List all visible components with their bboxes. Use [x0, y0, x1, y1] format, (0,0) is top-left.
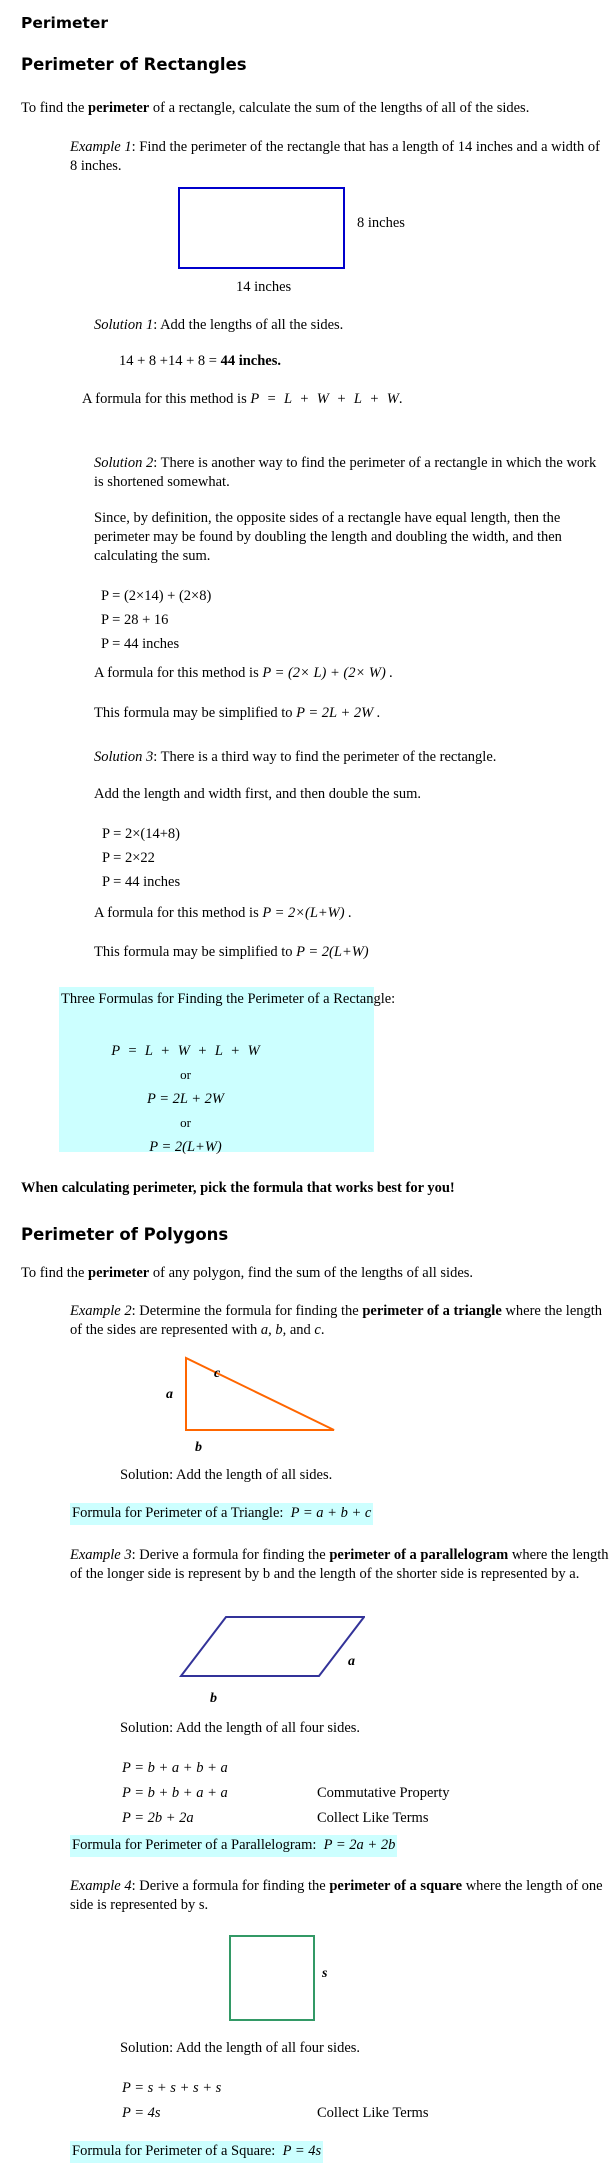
summary-formula-1: P = L + W + L + W	[111, 1043, 260, 1059]
intro-bold: perimeter	[88, 1265, 150, 1281]
solution-2-formula	[94, 665, 393, 682]
intro-text-end: of any polygon, find the sum of the lengths of all sides.	[149, 1265, 474, 1281]
step	[122, 1756, 450, 1781]
triangle-label-a: a	[166, 1387, 173, 1402]
example-1	[70, 138, 605, 176]
formula-expression: P = 2a + 2b	[323, 1837, 396, 1853]
example-3-text-end: where the length of the longer side is represent by b and the length of the shorter side is represented by a.	[70, 1547, 609, 1582]
simplified-expression: P = 2L + 2W .	[296, 705, 381, 721]
step-note: Collect Like Terms	[317, 1810, 429, 1826]
formula-label: Formula for Perimeter of a Parallelogram:	[72, 1837, 317, 1853]
step-note: Collect Like Terms	[317, 2105, 429, 2121]
parallelogram-formula-box	[70, 1835, 397, 1857]
example-4-text-end: where the length of one side is represented by s.	[70, 1878, 603, 1913]
step: P = 2×22	[102, 850, 155, 866]
calc-result: 44 inches.	[220, 353, 282, 369]
example-3	[70, 1546, 610, 1584]
triangle-shape	[186, 1358, 334, 1430]
step: P = 2×(14+8)	[102, 826, 180, 842]
example-4-bold: perimeter of a square	[329, 1878, 463, 1894]
square-label-s: s	[322, 1966, 328, 1981]
formula-expression: P = 4s	[282, 2143, 322, 2159]
square-diagram	[229, 1935, 315, 2021]
formula-label: Formula for Perimeter of a Triangle:	[72, 1505, 284, 1521]
step: P = 28 + 16	[101, 612, 169, 628]
solution-1-text: : Add the lengths of all the sides.	[153, 317, 344, 333]
solution-2-steps	[101, 584, 211, 656]
intro-text: To find the	[21, 1265, 89, 1281]
step: P = (2×14) + (2×8)	[101, 588, 212, 604]
parallelogram-label-b: b	[210, 1691, 217, 1706]
page-title: Perimeter	[21, 14, 109, 32]
formula-intro: A formula for this method is	[94, 905, 259, 921]
step-eq: P = s + s + s + s	[122, 2080, 222, 2096]
step-eq: P = b + b + a + a	[122, 1785, 228, 1801]
solution-3-steps	[102, 822, 180, 894]
example-2-bold: perimeter of a triangle	[362, 1303, 502, 1319]
section-heading-rectangles: Perimeter of Rectangles	[21, 55, 247, 74]
example-3-text: : Derive a formula for finding the	[131, 1547, 330, 1563]
triangle-label-b: b	[195, 1440, 202, 1455]
step: P = 44 inches	[102, 874, 181, 890]
step	[122, 2076, 428, 2101]
solution-2-text: : There is another way to find the perimeter of a rectangle in which the work is shortened somewhat.	[94, 455, 597, 490]
intro-bold: perimeter	[88, 100, 150, 116]
triangle-formula-box	[70, 1503, 373, 1525]
intro-text-end: of a rectangle, calculate the sum of the lengths of all of the sides.	[149, 100, 530, 116]
example-2-label: Example 2	[70, 1303, 132, 1319]
solution-1	[94, 317, 343, 334]
solution-3-text: : There is a third way to find the perimeter of the rectangle.	[153, 749, 497, 765]
solution-2	[94, 454, 604, 492]
example-3-steps	[122, 1756, 450, 1831]
formula-intro: A formula for this method is	[82, 391, 247, 407]
example-2-solution: Solution: Add the length of all sides.	[120, 1467, 333, 1483]
summary-formulas	[59, 1039, 312, 1159]
or-separator: or	[180, 1115, 191, 1130]
example-4-label: Example 4	[70, 1878, 132, 1894]
simplified-intro: This formula may be simplified to	[94, 705, 293, 721]
formula-expression: P = 2×(L+W) .	[262, 905, 352, 921]
example-2: Example 2: Determine the formula for finding the perimeter of a triangle where the length of the sides are represented with a, b, and c.	[70, 1303, 603, 1338]
formula-expression: P = L + W + L + W	[250, 391, 399, 407]
formula-intro: A formula for this method is	[94, 665, 259, 681]
summary-box-title: Three Formulas for Finding the Perimeter of a Rectangle:	[61, 991, 396, 1007]
solution-1-label: Solution 1	[94, 317, 154, 333]
section-heading-polygons: Perimeter of Polygons	[21, 1225, 229, 1244]
step-note: Commutative Property	[317, 1785, 450, 1801]
example-4	[70, 1877, 610, 1915]
or-separator: or	[180, 1067, 191, 1082]
summary-formula-2: P = 2L + 2W	[146, 1091, 225, 1107]
example-2-text: : Determine the formula for finding the	[131, 1303, 363, 1319]
step-eq: P = b + a + b + a	[122, 1760, 228, 1776]
example-3-bold: perimeter of a parallelogram	[329, 1547, 509, 1563]
step-eq: P = 4s	[122, 2105, 161, 2121]
solution-1-calc	[119, 353, 281, 370]
example-4-text: : Derive a formula for finding the	[131, 1878, 330, 1894]
intro-polygons	[21, 1265, 473, 1282]
triangle-label-c: c	[214, 1366, 221, 1381]
solution-2-label: Solution 2	[94, 455, 154, 471]
formula-expression: P = (2× L) + (2× W) .	[262, 665, 394, 681]
square-formula-box	[70, 2141, 323, 2163]
example-1-text: : Find the perimeter of the rectangle that has a length of 14 inches and a width of 8 inches.	[70, 139, 600, 174]
solution-2-simplified	[94, 705, 380, 722]
step: P = 44 inches	[101, 636, 180, 652]
rectangle-diagram	[178, 187, 345, 269]
solution-3-formula	[94, 905, 352, 922]
formula-expression: P = a + b + c	[290, 1505, 372, 1521]
calc-expression: 14 + 8 +14 + 8 =	[119, 353, 217, 369]
width-label: 8 inches	[357, 215, 405, 231]
parallelogram-label-a: a	[348, 1654, 355, 1669]
parallelogram-shape	[181, 1617, 364, 1676]
parallelogram-diagram	[175, 1613, 365, 1683]
example-2-text-end: where the length of the sides are represented with	[70, 1303, 603, 1338]
example-4-steps	[122, 2076, 428, 2126]
solution-3	[94, 749, 496, 766]
simplified-expression: P = 2(L+W)	[296, 944, 369, 960]
intro-text: To find the	[21, 100, 89, 116]
step	[122, 1806, 450, 1831]
simplified-intro: This formula may be simplified to	[94, 944, 293, 960]
formula-label: Formula for Perimeter of a Square:	[72, 2143, 276, 2159]
step	[122, 1781, 450, 1806]
summary-formula-3: P = 2(L+W)	[149, 1139, 222, 1155]
var-a: a	[260, 1322, 269, 1338]
solution-3-explain: Add the length and width first, and then double the sum.	[94, 786, 422, 802]
intro-rectangles	[21, 100, 529, 117]
solution-1-formula	[82, 391, 402, 408]
solution-2-explain: Since, by definition, the opposite sides of a rectangle have equal length, then the perimeter may be found by doubling the length and doubling the width, and then calculating the sum.	[94, 510, 562, 564]
var-c: c	[314, 1322, 321, 1338]
var-b: b	[275, 1322, 283, 1338]
step-eq: P = 2b + 2a	[122, 1810, 194, 1826]
closing-note: When calculating perimeter, pick the formula that works best for you!	[21, 1180, 455, 1196]
example-4-solution: Solution: Add the length of all four sides.	[120, 2040, 361, 2056]
example-1-label: Example 1	[70, 139, 132, 155]
step	[122, 2101, 428, 2126]
summary-box	[59, 987, 396, 1155]
solution-3-label: Solution 3	[94, 749, 154, 765]
example-3-solution: Solution: Add the length of all four sides.	[120, 1720, 361, 1736]
example-3-label: Example 3	[70, 1547, 132, 1563]
length-label: 14 inches	[236, 279, 292, 295]
formula-end: .	[398, 391, 403, 407]
solution-3-simplified	[94, 944, 369, 961]
triangle-diagram	[180, 1355, 340, 1435]
